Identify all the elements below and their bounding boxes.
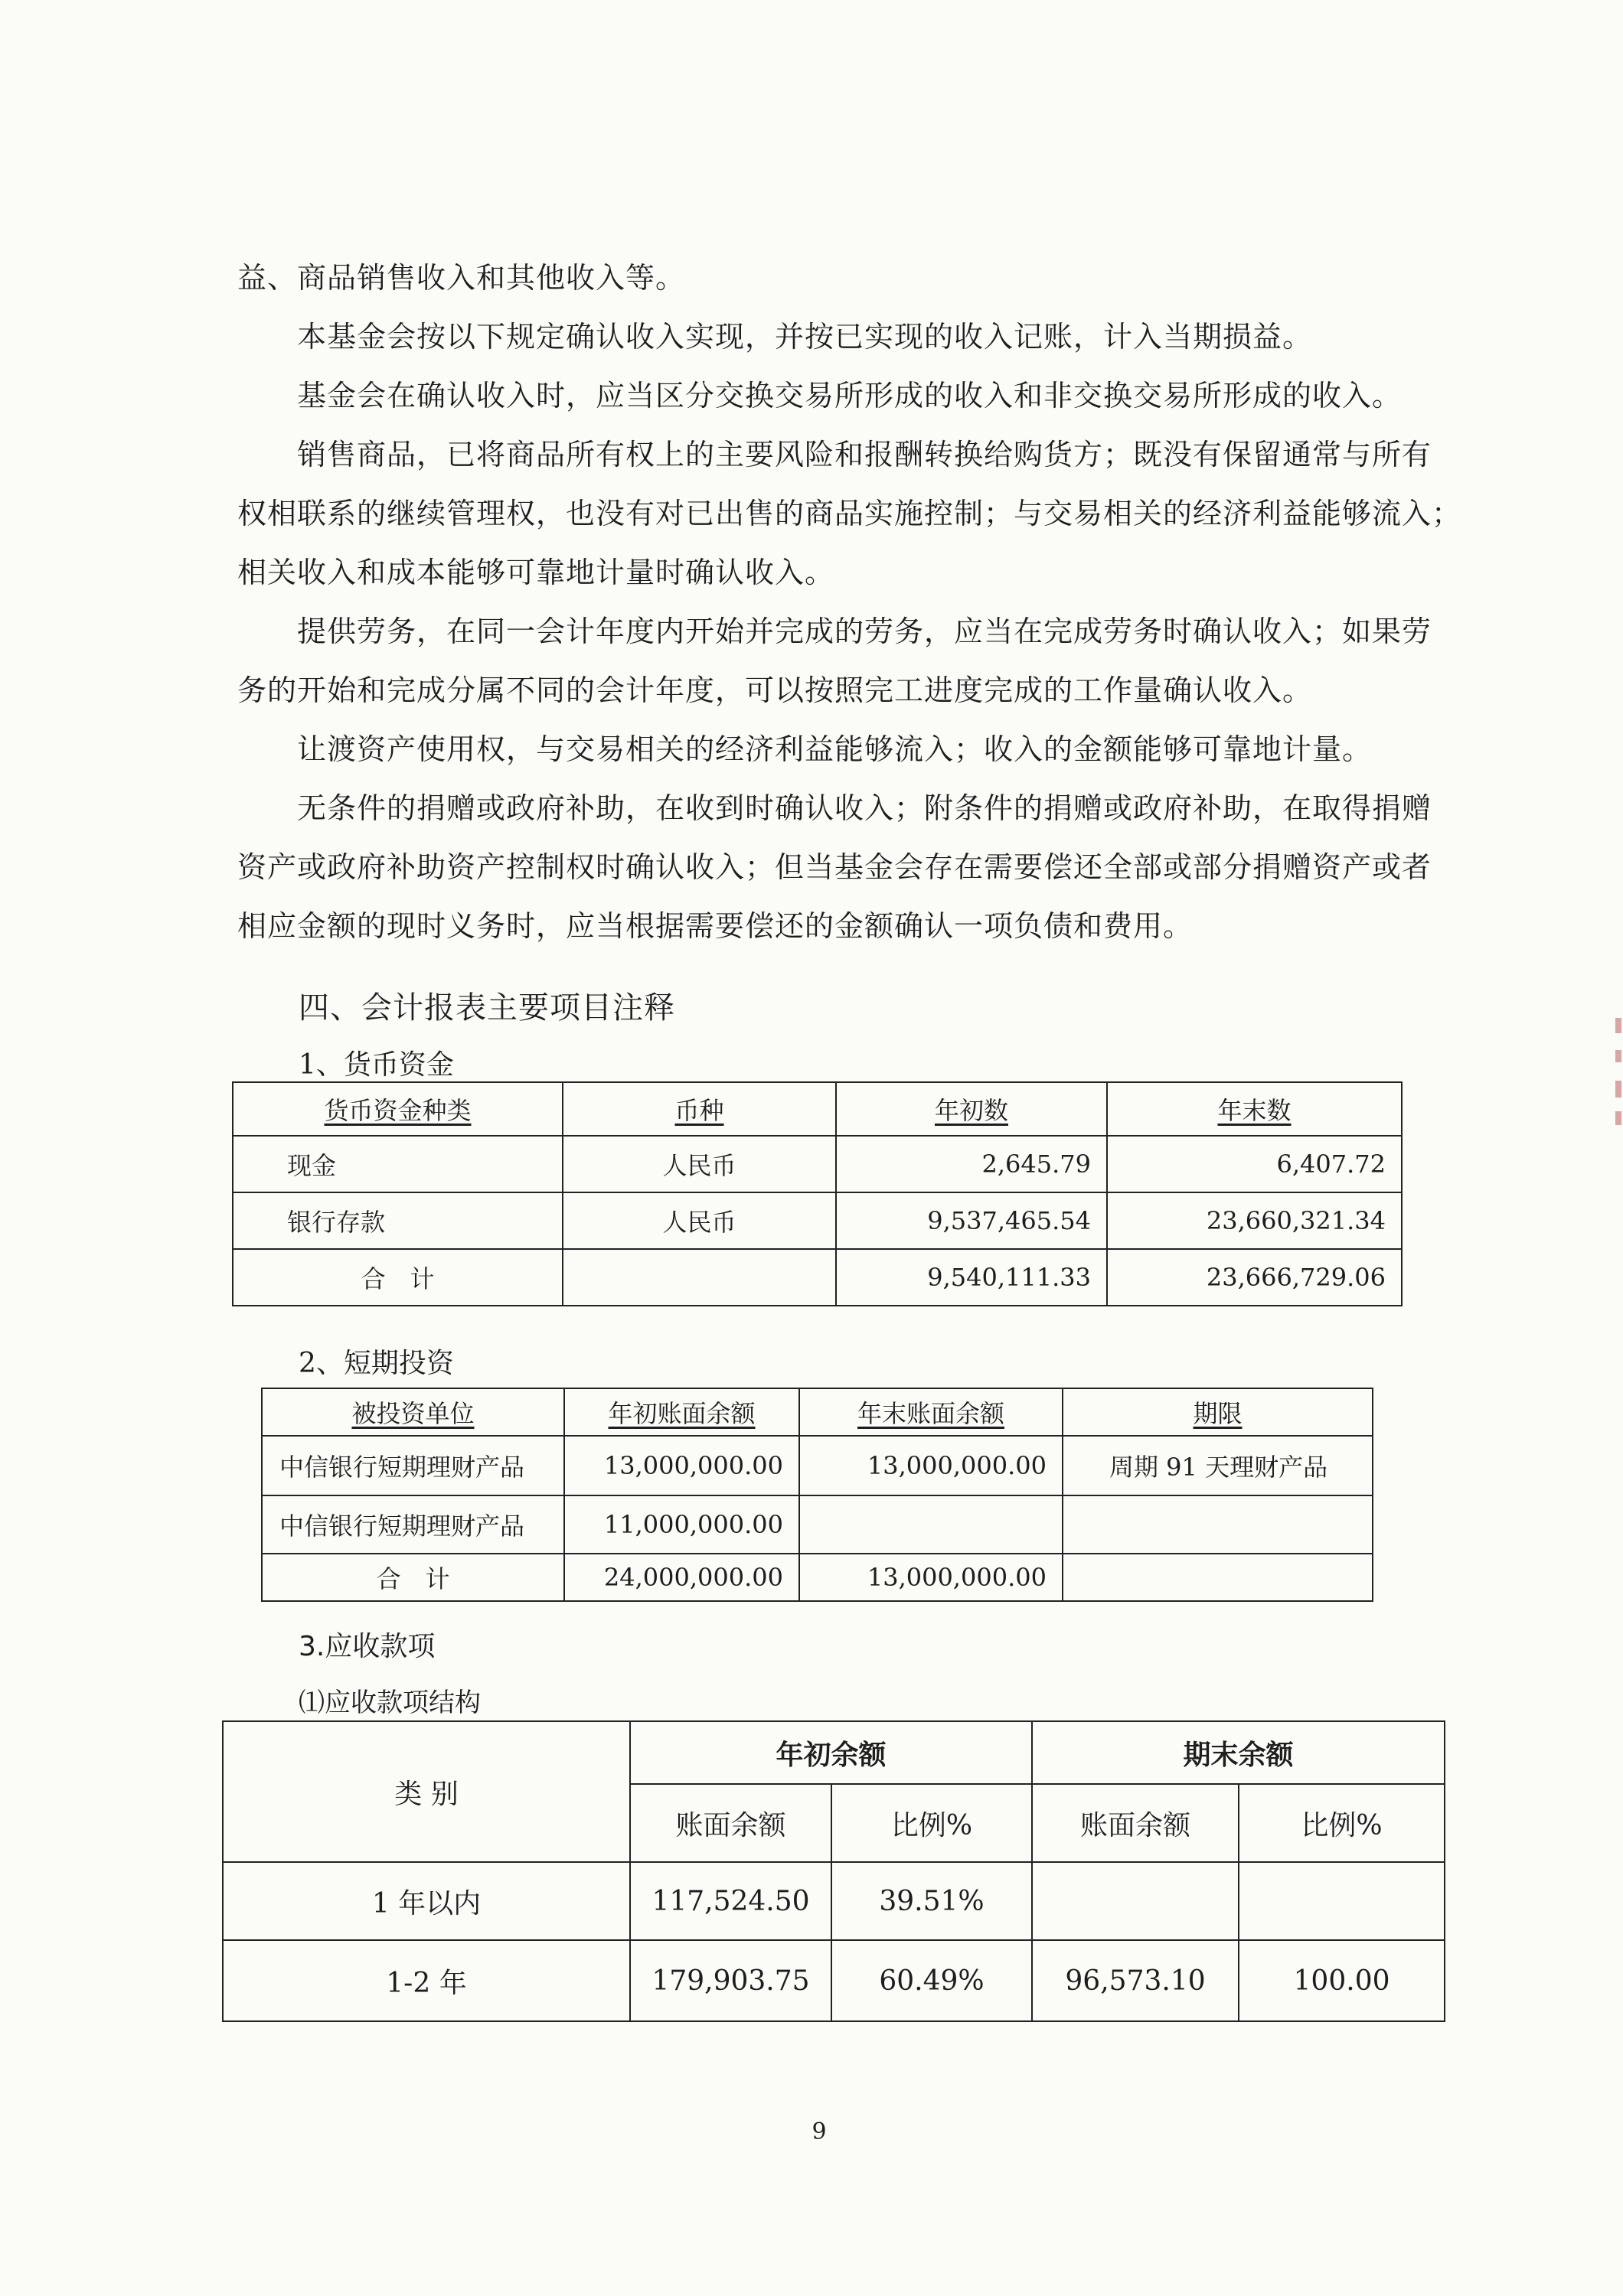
table-total-row — [233, 1249, 1402, 1306]
table-cell — [1063, 1554, 1373, 1601]
table-cell: 6,407.72 — [1107, 1136, 1402, 1192]
table-total-row — [262, 1554, 1373, 1601]
table-row — [233, 1192, 1402, 1249]
text-line: 务的开始和完成分属不同的会计年度，可以按照完工进度完成的工作量确认收入。 — [237, 673, 1313, 707]
column-header: 年末账面余额 — [857, 1399, 1004, 1428]
page-number: 9 — [812, 2118, 827, 2145]
text-line: 权相联系的继续管理权，也没有对已出售的商品实施控制；与交易相关的经济利益能够流入； — [237, 497, 1462, 530]
table-cell: 合 计 — [233, 1249, 563, 1306]
table-cell: 1-2 年 — [223, 1940, 630, 2021]
text-line: 益、商品销售收入和其他收入等。 — [237, 261, 686, 295]
table-cell: 合 计 — [262, 1554, 564, 1601]
table-row — [262, 1436, 1373, 1495]
table-cell — [1063, 1495, 1373, 1554]
table-cell — [1239, 1862, 1445, 1940]
cash-table — [232, 1081, 1403, 1306]
table-cell: 60.49% — [831, 1940, 1032, 2021]
table-cell — [799, 1495, 1063, 1554]
text-line: 资产或政府补助资产控制权时确认收入；但当基金会存在需要偿还全部或部分捐赠资产或者 — [237, 850, 1432, 884]
table-cell: 人民币 — [563, 1192, 836, 1249]
table-cell: 中信银行短期理财产品 — [262, 1495, 564, 1554]
table-header-row — [223, 1721, 1445, 1784]
column-header: 年初账面余额 — [608, 1399, 756, 1428]
column-header: 币种 — [674, 1096, 724, 1125]
table-cell: 23,660,321.34 — [1107, 1192, 1402, 1249]
table-cell: 24,000,000.00 — [564, 1554, 799, 1601]
table-cell: 中信银行短期理财产品 — [262, 1436, 564, 1495]
table-row — [233, 1136, 1402, 1192]
table-cell — [563, 1249, 836, 1306]
column-header: 年初数 — [934, 1096, 1008, 1125]
table-cell: 周期 91 天理财产品 — [1063, 1436, 1373, 1495]
column-header: 类 别 — [223, 1721, 630, 1862]
table-cell: 100.00 — [1239, 1940, 1445, 2021]
table-header-row — [233, 1082, 1402, 1136]
table-cell: 9,537,465.54 — [836, 1192, 1107, 1249]
binding-mark — [1615, 1018, 1621, 1033]
cash-title: 1、货币资金 — [299, 1049, 454, 1081]
paragraph-asset-use — [237, 720, 1401, 779]
paragraph-exchange-income — [237, 367, 1401, 426]
text-line: 提供劳务，在同一会计年度内开始并完成的劳务，应当在完成劳务时确认收入；如果劳 — [297, 615, 1432, 648]
column-header: 账面余额 — [1032, 1784, 1239, 1862]
column-header: 货币资金种类 — [324, 1096, 472, 1125]
binding-mark — [1615, 1081, 1621, 1097]
table-cell: 13,000,000.00 — [564, 1436, 799, 1495]
paragraph-income-recognition — [237, 308, 1401, 367]
table-header-row — [262, 1388, 1373, 1436]
paragraph-services — [237, 602, 1432, 720]
table-cell: 13,000,000.00 — [799, 1436, 1063, 1495]
column-header: 被投资单位 — [351, 1399, 475, 1428]
binding-mark — [1615, 1050, 1621, 1062]
text-line: 无条件的捐赠或政府补助，在收到时确认收入；附条件的捐赠或政府补助，在取得捐赠 — [297, 791, 1432, 825]
text-line: 本基金会按以下规定确认收入实现，并按已实现的收入记账，计入当期损益。 — [297, 320, 1313, 354]
table-cell: 9,540,111.33 — [836, 1249, 1107, 1306]
text-line: 相关收入和成本能够可靠地计量时确认收入。 — [237, 556, 835, 589]
table-cell: 银行存款 — [233, 1192, 563, 1249]
column-header: 年末数 — [1217, 1096, 1292, 1125]
table-cell: 13,000,000.00 — [799, 1554, 1063, 1601]
receivables-subtitle: ⑴应收款项结构 — [299, 1688, 481, 1718]
text-line: 让渡资产使用权，与交易相关的经济利益能够流入；收入的金额能够可靠地计量。 — [297, 732, 1373, 766]
table-cell: 现金 — [233, 1136, 563, 1192]
table-cell: 39.51% — [831, 1862, 1032, 1940]
table-cell — [1032, 1862, 1239, 1940]
investment-table — [261, 1388, 1373, 1602]
binding-mark — [1615, 1111, 1621, 1125]
paragraph-donations — [237, 779, 1432, 956]
column-header: 账面余额 — [630, 1784, 831, 1862]
table-cell: 人民币 — [563, 1136, 836, 1192]
table-row — [223, 1940, 1445, 2021]
table-cell: 1 年以内 — [223, 1862, 630, 1940]
section-title: 四、会计报表主要项目注释 — [299, 990, 675, 1026]
table-cell: 23,666,729.06 — [1107, 1249, 1402, 1306]
receivables-table — [222, 1720, 1445, 2022]
table-cell: 179,903.75 — [630, 1940, 831, 2021]
column-header: 比例% — [831, 1784, 1032, 1862]
column-group-header: 期末余额 — [1032, 1721, 1445, 1784]
text-line: 销售商品，已将商品所有权上的主要风险和报酬转换给购货方；既没有保留通常与所有 — [297, 438, 1432, 471]
table-cell: 96,573.10 — [1032, 1940, 1239, 2021]
table-cell: 2,645.79 — [836, 1136, 1107, 1192]
paragraph-sales — [237, 426, 1462, 602]
receivables-title: 3.应收款项 — [299, 1631, 436, 1662]
investment-title: 2、短期投资 — [299, 1348, 454, 1379]
table-row — [223, 1862, 1445, 1940]
paragraph-income-types — [237, 249, 1401, 308]
column-header: 期限 — [1193, 1399, 1243, 1428]
table-cell: 117,524.50 — [630, 1862, 831, 1940]
column-group-header: 年初余额 — [630, 1721, 1032, 1784]
text-line: 基金会在确认收入时，应当区分交换交易所形成的收入和非交换交易所形成的收入。 — [297, 379, 1403, 413]
text-line: 相应金额的现时义务时，应当根据需要偿还的金额确认一项负债和费用。 — [237, 909, 1194, 943]
table-cell: 11,000,000.00 — [564, 1495, 799, 1554]
table-row — [262, 1495, 1373, 1554]
column-header: 比例% — [1239, 1784, 1445, 1862]
